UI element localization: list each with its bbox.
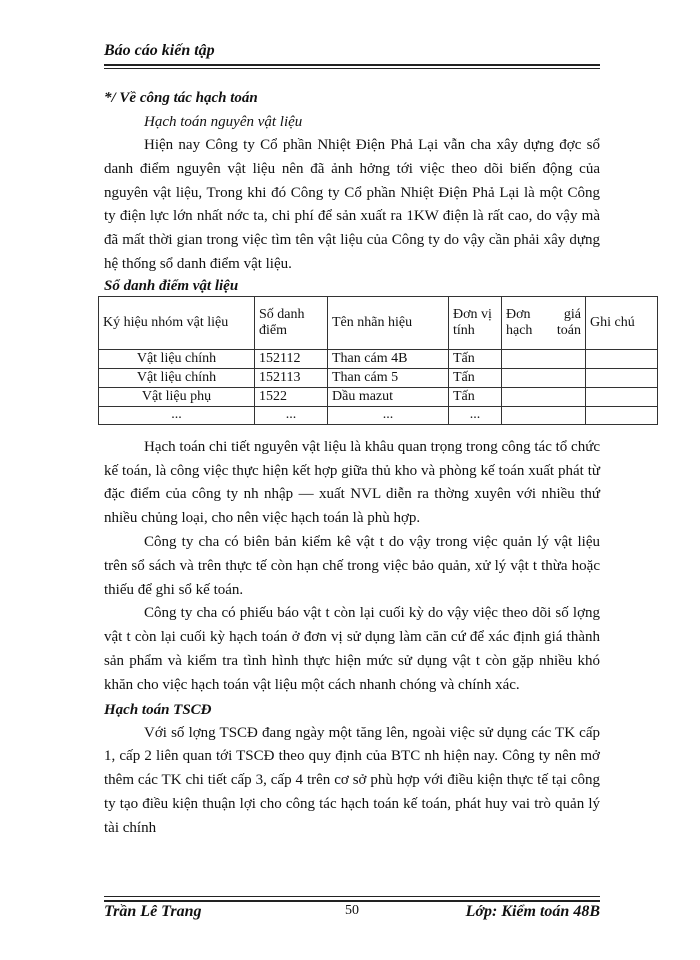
- page-header: [104, 42, 600, 64]
- header-cell-unit: Đơn vị tính: [449, 296, 502, 349]
- table-cell: Than cám 4B: [328, 349, 449, 368]
- footer-rule-thin: [104, 896, 600, 897]
- table-cell: ...: [99, 406, 255, 424]
- header-cell-note: Ghi chú: [586, 296, 658, 349]
- material-catalog-table: [98, 296, 658, 425]
- section-heading-fixed-assets: Hạch toán TSCĐ: [104, 701, 212, 718]
- table-cell: [586, 406, 658, 424]
- table-cell: Tấn: [449, 349, 502, 368]
- table-title: Sổ danh điểm vật liệu: [104, 277, 239, 294]
- page-body: [103, 86, 635, 841]
- table-cell: [502, 387, 586, 406]
- table-header-row: [99, 296, 658, 349]
- table-cell: [502, 368, 586, 387]
- header-rule: [104, 64, 600, 66]
- table-cell: Tấn: [449, 387, 502, 406]
- table-row: [99, 387, 658, 406]
- header-cell-price: Đơn giá hạch toán: [502, 296, 586, 349]
- header-rule-thin: [104, 68, 600, 69]
- header-cell-code: Số danh điểm: [255, 296, 328, 349]
- page-footer: [104, 903, 600, 925]
- table-cell: 152113: [255, 368, 328, 387]
- table-cell: Vật liệu chính: [99, 368, 255, 387]
- footer-rule: [104, 900, 600, 902]
- page-number: 50: [345, 903, 359, 918]
- table-cell: Dầu mazut: [328, 387, 449, 406]
- table-cell: ...: [449, 406, 502, 424]
- table-cell: [586, 368, 658, 387]
- table-cell: [586, 349, 658, 368]
- header-title: Báo cáo kiến tập: [104, 42, 215, 59]
- table-cell: Tấn: [449, 368, 502, 387]
- table-row: [99, 349, 658, 368]
- table-cell: ...: [255, 406, 328, 424]
- section-heading-accounting: */ Về công tác hạch toán: [104, 90, 258, 106]
- paragraph-materials-intro: Hiện nay Công ty Cổ phần Nhiệt Điện Phả Lại vẫn cha xây dựng đợc sổ danh điểm nguyên vật liệu nên đã ảnh hởng tới việc theo dõi biến động của nguyên vật liệu, Trong khi đó Công ty Cổ phần Nhiệt Điện Phả Lại là một Công ty điện lực lớn nhất nớc ta, chi phí để sản xuất ra 1KW điện là rất cao, do vậy mà đã mất thời gian trong việc tìm tên vật liệu của Công ty do vậy cần phải xây dựng hệ thống sổ danh điểm vật liệu.: [104, 137, 600, 272]
- paragraph-inventory-count: Công ty cha có biên bản kiểm kê vật t do vậy trong việc quản lý vật liệu trên sổ sách và trên thực tế còn hạn chế trong việc bảo quản, xử lý vật t thừa hoặc thiếu để ghi sổ kế toán.: [104, 533, 600, 598]
- table-row: [99, 406, 658, 424]
- subheading-materials: Hạch toán nguyên vật liệu: [144, 114, 303, 130]
- footer-class: Lớp: Kiểm toán 48B: [465, 903, 600, 920]
- header-cell-name: Tên nhãn hiệu: [328, 296, 449, 349]
- table-cell: 152112: [255, 349, 328, 368]
- header-cell-group: Ký hiệu nhóm vật liệu: [99, 296, 255, 349]
- table-cell: [586, 387, 658, 406]
- paragraph-fixed-assets: Với số lợng TSCĐ đang ngày một tăng lên, ngoài việc sử dụng các TK cấp 1, cấp 2 liên quan tới TSCĐ theo quy định của BTC nh hiện nay. Công ty nên mở thêm các TK chi tiết cấp 3, cấp 4 trên cơ sở phù hợp với điều kiện thực tế tại công ty tạo điều kiện thuận lợi cho công tác hạch toán kế toán, phát huy vai trò quản lý tài chính: [104, 724, 600, 836]
- table-row: [99, 368, 658, 387]
- paragraph-detail-accounting: Hạch toán chi tiết nguyên vật liệu là khâu quan trọng trong công tác tổ chức kế toán, là công việc thực hiện kết hợp giữa thủ kho và phòng kế toán xuất phát từ đặc điểm của công ty nh nhập — xuất NVL diễn ra thờng xuyên với nhiều thứ nhiều chủng loại, cho nên việc hạch toán là phù hợp.: [104, 438, 600, 527]
- table-cell: [502, 349, 586, 368]
- table-cell: ...: [328, 406, 449, 424]
- table-cell: [502, 406, 586, 424]
- table-cell: Vật liệu chính: [99, 349, 255, 368]
- table-cell: Than cám 5: [328, 368, 449, 387]
- table-cell: 1522: [255, 387, 328, 406]
- table-cell: Vật liệu phụ: [99, 387, 255, 406]
- paragraph-remaining-materials: Công ty cha có phiếu báo vật t còn lại cuối kỳ do vậy việc theo dõi số lợng vật t còn lại cuối kỳ hạch toán ở đơn vị sử dụng làm căn cứ để xác định giá thành sản phẩm và kiểm tra tình hình thực hiện mức sử dụng vật t còn gặp nhiều khó khăn cho việc hạch toán vật liệu một cách nhanh chóng và chính xác.: [104, 605, 600, 693]
- footer-author: Trần Lê Trang: [104, 903, 202, 920]
